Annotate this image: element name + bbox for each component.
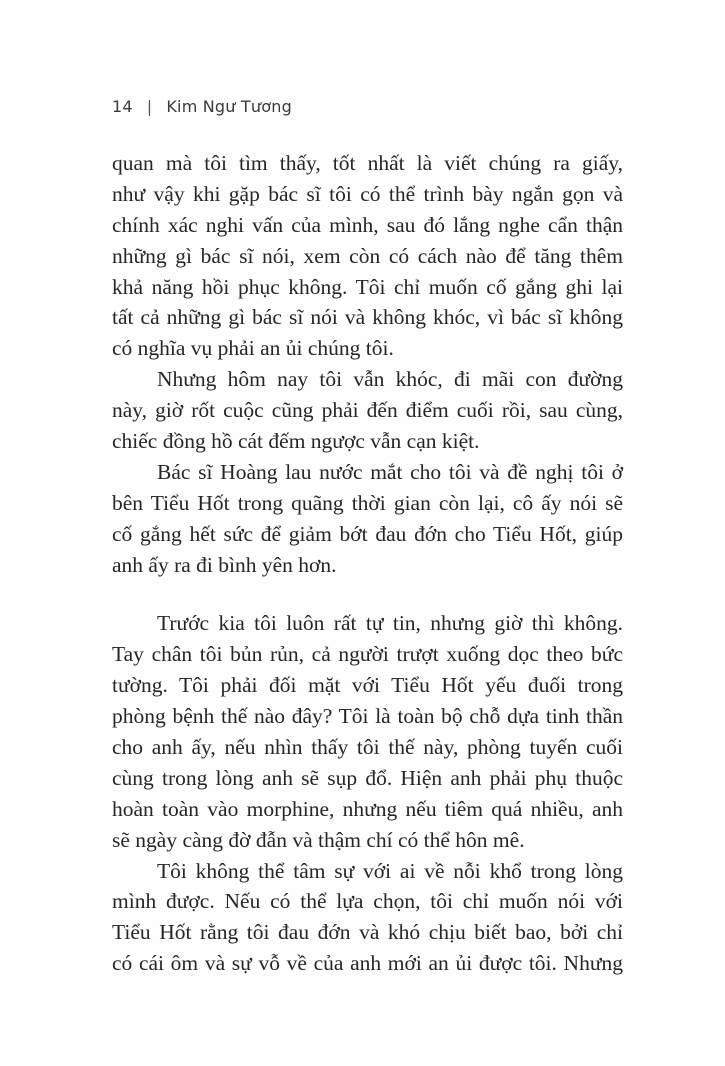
- text-line: chiếc đồng hồ cát đếm ngược vẫn cạn kiệt.: [112, 429, 480, 454]
- text-line: như vậy khi gặp bác sĩ tôi có thể trình bày ngắn gọn và: [112, 181, 623, 206]
- text-line: anh ấy ra đi bình yên hơn.: [112, 552, 337, 577]
- text-line: Tôi không thể tâm sự với ai về nỗi khổ trong lòng: [157, 858, 623, 883]
- text-line: Tiểu Hốt rằng tôi đau đớn và khó chịu biết bao, bởi chỉ: [112, 920, 623, 945]
- paragraph: [112, 457, 623, 581]
- paragraph: [112, 148, 623, 364]
- paragraph: [112, 608, 623, 855]
- paragraph: [112, 856, 623, 980]
- text-line: khả năng hồi phục không. Tôi chỉ muốn cố gắng ghi lại: [112, 274, 623, 299]
- paragraph: [112, 364, 623, 457]
- header-separator: |: [146, 97, 153, 116]
- running-head: [112, 97, 292, 116]
- text-line: Tay chân tôi bủn rủn, cả người trượt xuống dọc theo bức: [112, 642, 623, 667]
- section-break: [112, 580, 623, 608]
- body-text: [112, 148, 623, 979]
- text-line: chính xác nghi vấn của mình, sau đó lắng nghe cẩn thận: [112, 212, 623, 237]
- text-line: những gì bác sĩ nói, xem còn có cách nào để tăng thêm: [112, 243, 623, 268]
- text-line: Bác sĩ Hoàng lau nước mắt cho tôi và đề nghị tôi ở: [157, 459, 623, 484]
- text-line: có nghĩa vụ phải an ủi chúng tôi.: [112, 336, 394, 361]
- text-line: mình được. Nếu có thể lựa chọn, tôi chỉ muốn nói với: [112, 889, 623, 914]
- text-line: quan mà tôi tìm thấy, tốt nhất là viết chúng ra giấy,: [112, 151, 623, 175]
- page-number: 14: [112, 97, 133, 116]
- text-line: này, giờ rốt cuộc cũng phải đến điểm cuối rồi, sau cùng,: [112, 398, 623, 423]
- text-line: cho anh ấy, nếu nhìn thấy tôi thế này, phòng tuyến cuối: [112, 735, 623, 760]
- text-line: sẽ ngày càng đờ đẫn và thậm chí có thể hôn mê.: [112, 827, 525, 852]
- text-line: Trước kia tôi luôn rất tự tin, nhưng giờ thì không.: [157, 611, 623, 636]
- text-line: tất cả những gì bác sĩ nói và không khóc, vì bác sĩ không: [112, 305, 623, 330]
- text-line: hoàn toàn vào morphine, nhưng nếu tiêm quá nhiều, anh: [112, 796, 623, 821]
- text-line: có cái ôm và sự vỗ về của anh mới an ủi được tôi. Nhưng: [112, 951, 623, 976]
- book-title: Kim Ngư Tương: [166, 97, 292, 116]
- text-line: tường. Tôi phải đối mặt với Tiểu Hốt yếu đuối trong: [112, 673, 623, 698]
- text-line: bên Tiểu Hốt trong quãng thời gian còn lại, cô ấy nói sẽ: [112, 490, 623, 515]
- text-line: Nhưng hôm nay tôi vẫn khóc, đi mãi con đường: [157, 367, 623, 392]
- text-line: cùng trong lòng anh sẽ sụp đổ. Hiện anh phải phụ thuộc: [112, 765, 623, 790]
- text-line: phòng bệnh thế nào đây? Tôi là toàn bộ chỗ dựa tinh thần: [112, 704, 623, 729]
- text-line: cố gắng hết sức để giảm bớt đau đớn cho Tiểu Hốt, giúp: [112, 521, 623, 546]
